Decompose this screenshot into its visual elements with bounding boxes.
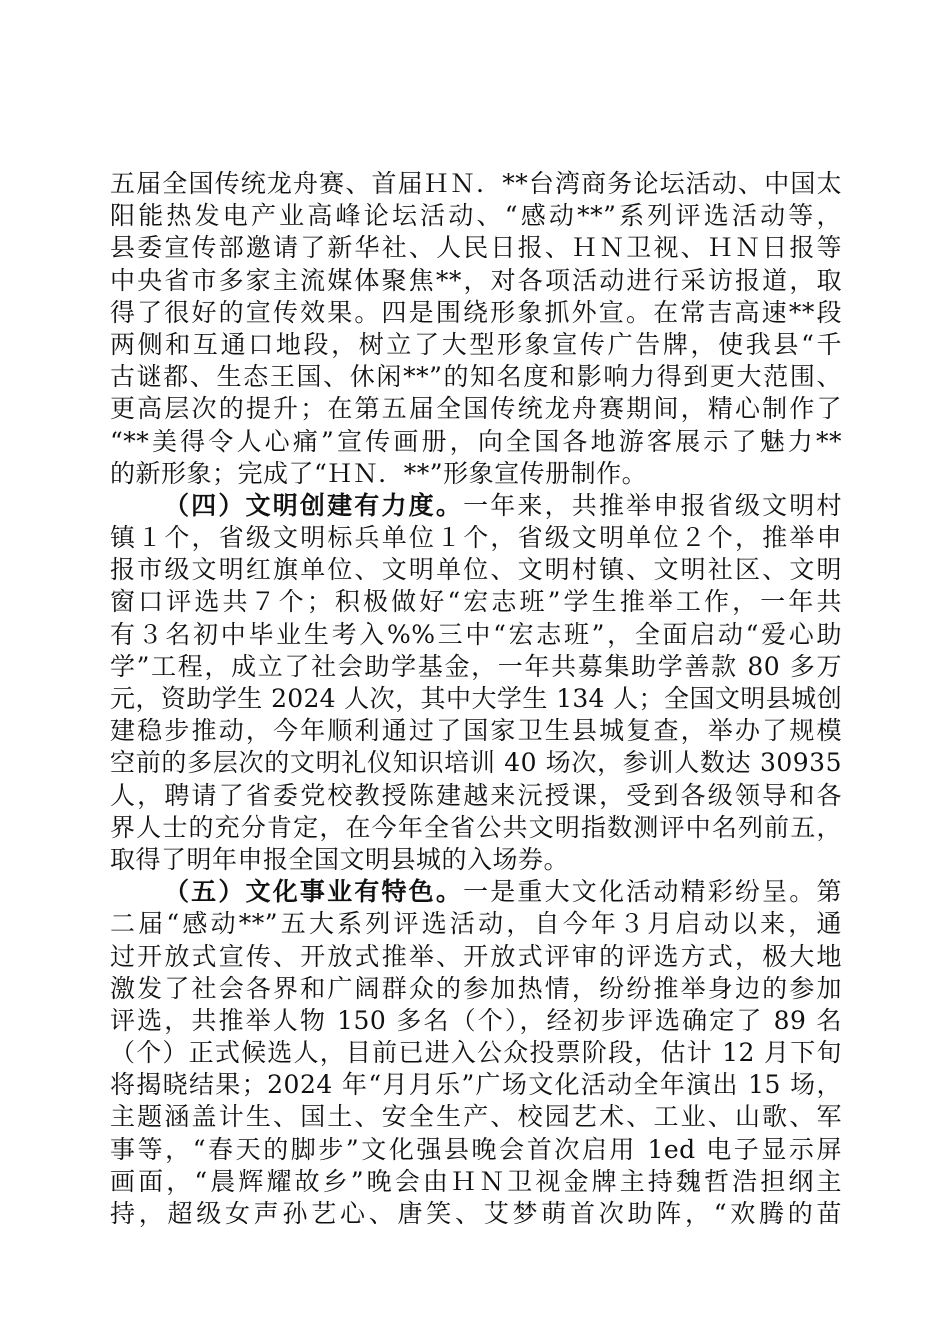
text-line: 建稳步推动，今年顺利通过了国家卫生县城复查，举办了规模 <box>110 716 842 746</box>
text-line: 五届全国传统龙舟赛、首届ＨＮ．**台湾商务论坛活动、中国太 <box>110 169 842 198</box>
text-line: 两侧和互通口地段，树立了大型形象宣传广告牌，使我县“千 <box>110 329 842 359</box>
text-line: 将揭晓结果；2024 年“月月乐”广场文化活动全年演出 15 场， <box>110 1070 842 1100</box>
text-line: 二届“感动**”五大系列评选活动，自今年３月启动以来，通 <box>110 909 842 939</box>
section-5-first-line <box>110 876 842 908</box>
document-body <box>110 168 842 1230</box>
text-line: （个）正式候选人，目前已进入公众投票阶段，估计 12 月下旬 <box>110 1038 842 1068</box>
text-line: 县委宣传部邀请了新华社、人民日报、ＨＮ卫视、ＨＮ日报等 <box>110 233 842 263</box>
text-line: 更高层次的提升；在第五届全国传统龙舟赛期间，精心制作了 <box>110 394 842 424</box>
section-4-heading: （四）文明创建有力度。 <box>164 490 464 520</box>
text-line: 评选，共推举人物 150 多名（个），经初步评选确定了 89 名 <box>110 1005 842 1035</box>
text-line: 阳能热发电产业高峰论坛活动、“感动**”系列评选活动等， <box>110 201 842 231</box>
text-line: 有３名初中毕业生考入%%三中“宏志班”，全面启动“爱心助 <box>110 619 842 649</box>
text-line: 画面，“晨辉耀故乡”晚会由ＨＮ卫视金牌主持魏哲浩担纲主 <box>110 1166 842 1196</box>
text-line: 中央省市多家主流媒体聚焦**，对各项活动进行采访报道，取 <box>110 265 842 295</box>
text-line: 过开放式宣传、开放式推举、开放式评审的评选方式，极大地 <box>110 941 842 971</box>
text-line: 取得了明年申报全国文明县城的入场券。 <box>110 844 570 874</box>
text-line: 古谜都、生态王国、休闲**”的知名度和影响力得到更大范围、 <box>110 362 842 392</box>
text-line: 界人士的充分肯定，在今年全省公共文明指数测评中名列前五， <box>110 812 842 842</box>
text-line: 学”工程，成立了社会助学基金，一年共募集助学善款 80 多万 <box>110 651 842 681</box>
section-4-first-line-text: 一年来，共推举申报省级文明村 <box>463 490 842 520</box>
text-line: 窗口评选共７个；积极做好“宏志班”学生推举工作，一年共 <box>110 587 842 617</box>
section-5-heading: （五）文化事业有特色。 <box>164 877 464 907</box>
text-line: 镇１个，省级文明标兵单位１个，省级文明单位２个，推举申 <box>110 523 842 553</box>
text-line: 持，超级女声孙艺心、唐笑、艾梦萌首次助阵，“欢腾的苗 <box>110 1199 842 1228</box>
text-line: 激发了社会各界和广阔群众的参加热情，纷纷推举身边的参加 <box>110 973 842 1003</box>
text-line: 主题涵盖计生、国土、安全生产、校园艺术、工业、山歌、军 <box>110 1102 842 1132</box>
text-line: 事等，“春天的脚步”文化强县晚会首次启用 1ed 电子显示屏 <box>110 1134 842 1164</box>
section-5-first-line-text: 一是重大文化活动精彩纷呈。第 <box>463 877 842 907</box>
text-line: 元，资助学生 2024 人次，其中大学生 134 人；全国文明县城创 <box>110 684 842 713</box>
text-line: “**美得令人心痛”宣传画册，向全国各地游客展示了魅力** <box>110 426 842 456</box>
text-line: 空前的多层次的文明礼仪知识培训 40 场次，参训人数达 30935 <box>110 748 842 778</box>
text-line: 人，聘请了省委党校教授陈建越来沅授课，受到各级领导和各 <box>110 780 842 810</box>
section-4-first-line <box>110 490 842 522</box>
text-line: 报市级文明红旗单位、文明单位、文明村镇、文明社区、文明 <box>110 555 842 585</box>
text-line: 的新形象；完成了“ＨＮ．**”形象宣传册制作。 <box>110 458 648 488</box>
text-line: 得了很好的宣传效果。四是围绕形象抓外宣。在常吉高速**段 <box>110 297 842 327</box>
